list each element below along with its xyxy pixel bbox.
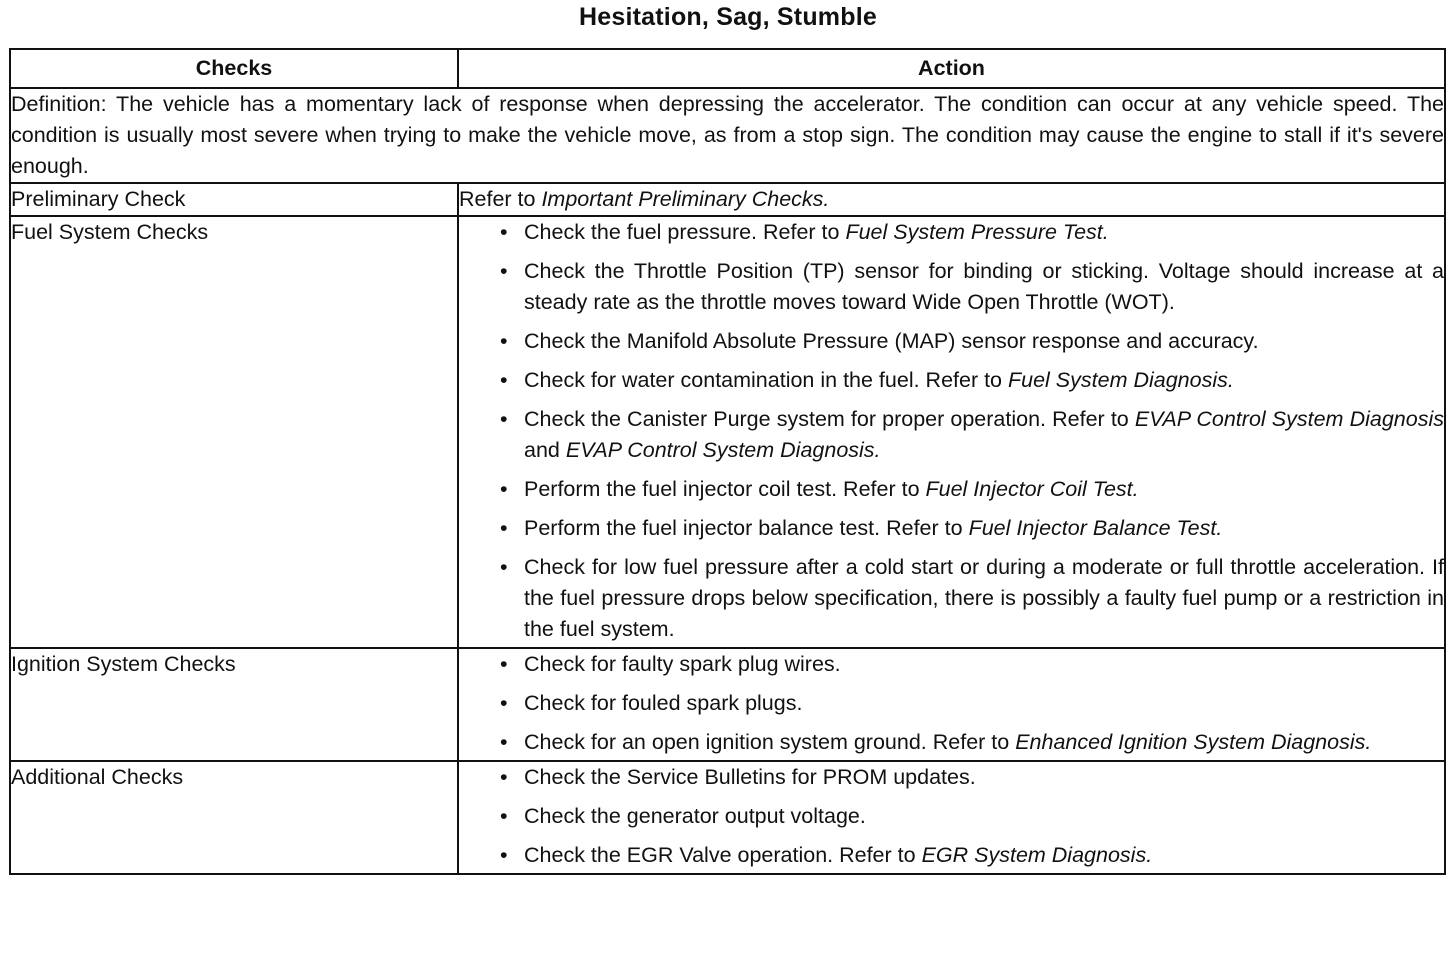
reference-link: Fuel Injector Coil Test. [925, 477, 1139, 501]
reference-link: EVAP Control System Diagnosis. [565, 438, 881, 462]
table-row [10, 761, 1445, 874]
bullet-icon: • [500, 220, 508, 244]
list-item [459, 688, 1444, 719]
check-label: Fuel System Checks [10, 216, 458, 648]
action-text: Refer to [459, 187, 542, 211]
item-text: Check the fuel pressure. Refer to [524, 220, 846, 244]
list-item [459, 649, 1444, 680]
list-item [459, 474, 1444, 505]
action-cell [458, 761, 1445, 874]
reference-link: Enhanced Ignition System Diagnosis. [1015, 730, 1372, 754]
item-text: Check the Canister Purge system for proper operation. Refer to [524, 407, 1135, 431]
list-item [459, 801, 1444, 832]
bullet-icon: • [500, 477, 508, 501]
list-item [459, 404, 1444, 466]
bullet-icon: • [500, 555, 508, 579]
reference-link: Important Preliminary Checks. [541, 187, 830, 211]
bullet-icon: • [500, 329, 508, 353]
item-text: Check the EGR Valve operation. Refer to [524, 843, 922, 867]
item-text: Check for water contamination in the fuel. Refer to [524, 368, 1008, 392]
item-text: Check the Service Bulletins for PROM updates. [524, 765, 976, 789]
item-text: Check the Throttle Position (TP) sensor for binding or sticking. Voltage should increase at a steady rate as the throttle moves toward Wide Open Throttle (WOT). [524, 259, 1444, 314]
item-text: Check for an open ignition system ground. Refer to [524, 730, 1016, 754]
bullet-icon: • [500, 804, 508, 828]
bullet-icon: • [500, 765, 508, 789]
action-list [459, 217, 1444, 645]
column-header-checks: Checks [10, 49, 458, 88]
action-cell [458, 183, 1445, 216]
table-header-row [10, 49, 1445, 88]
item-text: Perform the fuel injector coil test. Refer to [524, 477, 926, 501]
list-item [459, 762, 1444, 793]
action-list [459, 762, 1444, 871]
action-cell [458, 216, 1445, 648]
definition-row [10, 88, 1445, 183]
list-item [459, 727, 1444, 758]
bullet-icon: • [500, 368, 508, 392]
reference-link: EVAP Control System Diagnosis [1134, 407, 1444, 431]
bullet-icon: • [500, 652, 508, 676]
diagnostic-table [9, 48, 1446, 875]
bullet-icon: • [500, 843, 508, 867]
item-text: and [524, 438, 566, 462]
item-text: Check the Manifold Absolute Pressure (MAP) sensor response and accuracy. [524, 329, 1259, 353]
reference-link: Fuel System Diagnosis. [1008, 368, 1234, 392]
column-header-action: Action [458, 49, 1445, 88]
check-label: Preliminary Check [10, 183, 458, 216]
reference-link: Fuel System Pressure Test. [845, 220, 1109, 244]
page-title: Hesitation, Sag, Stumble [579, 3, 877, 31]
item-text: Check for fouled spark plugs. [524, 691, 803, 715]
bullet-icon: • [500, 259, 508, 283]
list-item [459, 326, 1444, 357]
list-item [459, 513, 1444, 544]
check-label: Additional Checks [10, 761, 458, 874]
bullet-icon: • [500, 730, 508, 754]
bullet-icon: • [500, 407, 508, 431]
table-row [10, 183, 1445, 216]
table-row [10, 648, 1445, 761]
bullet-icon: • [500, 516, 508, 540]
check-label: Ignition System Checks [10, 648, 458, 761]
item-text: Check the generator output voltage. [524, 804, 866, 828]
list-item [459, 840, 1444, 871]
item-text: Check for faulty spark plug wires. [524, 652, 841, 676]
action-list [459, 649, 1444, 758]
list-item [459, 365, 1444, 396]
action-cell [458, 648, 1445, 761]
list-item [459, 552, 1444, 645]
reference-link: EGR System Diagnosis. [921, 843, 1153, 867]
item-text: Perform the fuel injector balance test. Refer to [524, 516, 969, 540]
list-item [459, 256, 1444, 318]
list-item [459, 217, 1444, 248]
definition-text: Definition: The vehicle has a momentary lack of response when depressing the accelerator. The condition can occur at any vehicle speed. The condition is usually most severe when trying to make the vehicle move, as from a stop sign. The condition may cause the engine to stall if it's severe enough. [10, 88, 1445, 183]
item-text: Check for low fuel pressure after a cold start or during a moderate or full throttle acceleration. If the fuel pressure drops below specification, there is possibly a faulty fuel pump or a restriction in the fuel system. [524, 555, 1444, 641]
table-row [10, 216, 1445, 648]
reference-link: Fuel Injector Balance Test. [968, 516, 1223, 540]
bullet-icon: • [500, 691, 508, 715]
